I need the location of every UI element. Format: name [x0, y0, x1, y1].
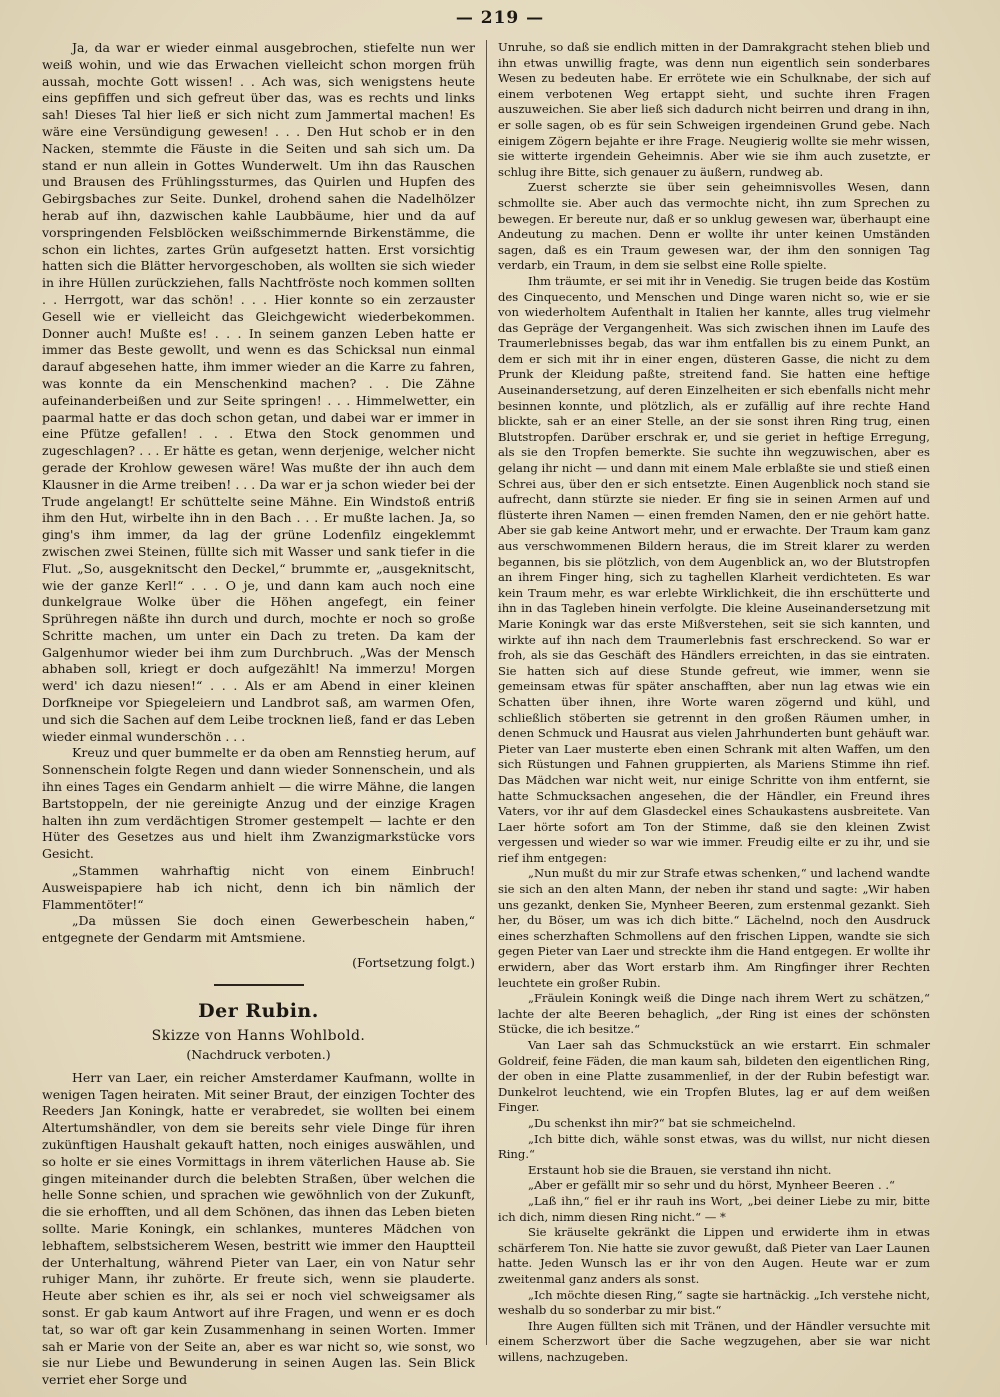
right-column: [498, 40, 930, 1365]
story-paragraph-5: „Nun mußt du mir zur Strafe etwas schenken,“ und lachend wandte sie sich an den alten Mann, der neben ihr stand und sagte: „Wir haben uns gezankt, denken Sie, Mynheer Beeren, zum erstenmal gezankt. Sieh her, du Böser, um was ich dich bitte.“ Lächelnd, noch den Ausdruck eines scherzhaften Schmollens auf den frischen Lippen, wandte sie sich gegen Pieter van Laer und streckte ihm die Hand entgegen. Er wollte ihr erwidern, aber das Wort erstarb ihm. Am Ringfinger ihrer Rechten leuchtete ein großer Rubin.: [498, 866, 930, 990]
story-paragraph-12: „Laß ihn,“ fiel er ihr rauh ins Wort, „bei deiner Liebe zu mir, bitte ich dich, nimm diesen Ring nicht.“ — *: [498, 1193, 930, 1224]
story-paragraph-7: Van Laer sah das Schmuckstück an wie erstarrt. Ein schmaler Goldreif, feine Fäden, die man kaum sah, bildeten den eigentlichen Ring, der oben in eine Platte zusammenlief, in der der Rubin befestigt war. Dunkelrot leuchtend, wie ein Tropfen Blutes, lag er auf dem weißen Finger.: [498, 1038, 930, 1115]
section-divider: [214, 984, 304, 986]
story-paragraph-4: Ihm träumte, er sei mit ihr in Venedig. Sie trugen beide das Kostüm des Cinquecento, und Menschen und Dinge waren nicht so, wie er sie von wiederholtem Aufenthalt in Italien her kannte, alles trug vielmehr das Gepräge der Vergangenheit. Was sich zwischen ihnen im Laufe des Traumerlebnisses begab, das war ihm entfallen bis zu einem Punkt, an dem er sich mit ihr in einer engen, düsteren Gasse, die nicht zu dem Prunk der Kleidung paßte, streitend fand. Sie hatten eine heftige Auseinandersetzung, auf deren Einzelheiten er sich ebenfalls nicht mehr besinnen konnte, und plötzlich, als er zufällig auf ihre rechte Hand blickte, sah er an einer Stelle, an der sie sonst ihren Ring trug, einen Blutstropfen. Darüber erschrak er, und sie geriet in heftige Erregung, als sie den Tropfen bemerkte. Sie suchte ihn wegzuwischen, aber es gelang ihr nicht — und dann mit einem Male erblaßte sie und stieß einen Schrei aus, über den er sich entsetzte. Einen Augenblick noch stand sie aufrecht, dann stürzte sie nieder. Er fing sie in seinen Armen auf und flüsterte ihren Namen — einen fremden Namen, den er nie gehört hatte. Aber sie gab keine Antwort mehr, und er erwachte. Der Traum kam ganz aus verschwommenen Bildern heraus, die im Streit klarer zu werden begannen, bis sie plötzlich, von dem Augenblick an, wo der Blutstropfen an ihrem Finger hing, sich zu taghellen Klarheit verdichteten. Es war kein Traum mehr, es war erlebte Wirklichkeit, die ihn erschütterte und ihn in das Tagleben hinein verfolgte. Die kleine Auseinandersetzung mit Marie Koningk war das erste Mißverstehen, seit sie sich kannten, und wirkte auf ihn nach dem Traumerlebnis fast erschreckend. So war er froh, als sie das Geschäft des Händlers erreichten, in das sie eintraten. Sie hatten sich auf diese Stunde gefreut, wie immer, wenn sie gemeinsam etwas für später anschafften, aber nun lag etwas wie ein Schatten über ihnen, ihre Worte waren zögernd und kühl, und schließlich stöberten sie getrennt in den großen Räumen umher, in denen Schmuck und Hausrat aus vielen Jahrhunderten bunt gehäuft war. Pieter van Laer musterte eben einen Schrank mit alten Waffen, um den sich Rüstungen und Fahnen gruppierten, als Mariens Stimme ihn rief. Das Mädchen war nicht weit, nur einige Schritte von ihm entfernt, sie hatte Schmucksachen angesehen, die der Händler, ein Freund ihres Vaters, vor ihr auf dem Glasdeckel eines Schaukastens ausbreitete. Van Laer hörte sofort am Ton der Stimme, daß sie den kleinen Zwist vergessen und wieder so war wie immer. Freudig eilte er zu ihr, und sie rief ihm entgegen:: [498, 273, 930, 865]
serial-paragraph-4: „Da müssen Sie doch einen Gewerbeschein haben,“ entgegnete der Gendarm mit Amtsmiene.: [42, 913, 475, 946]
story-paragraph-14: „Ich möchte diesen Ring,“ sagte sie hartnäckig. „Ich verstehe nicht, weshalb du so sonderbar zu mir bist.“: [498, 1287, 930, 1318]
serial-paragraph-2: Kreuz und quer bummelte er da oben am Rennstieg herum, auf Sonnenschein folgte Regen und dann wieder Sonnenschein, und als ihn eines Tages ein Gendarm anhielt — die wirre Mähne, die langen Bartstoppeln, der nie gereinigte Anzug und der einzige Kragen halten ihn zum verdächtigen Stromer gestempelt — lachte er den Hüter des Gesetzes aus und hielt ihm Zwanzigmarkstücke vors Gesicht.: [42, 745, 475, 862]
story-paragraph-11: „Aber er gefällt mir so sehr und du hörst, Mynheer Beeren . .“: [528, 1178, 895, 1193]
page-number: — 219 —: [455, 8, 545, 28]
story-paragraph-10: Erstaunt hob sie die Brauen, sie verstand ihn nicht.: [528, 1162, 832, 1177]
serial-paragraph-1: Ja, da war er wieder einmal ausgebrochen, stiefelte nun wer weiß wohin, und wie das Erwachen vielleicht schon morgen früh aussah, mochte Gott wissen! . . Ach was, sich wenigstens heute eins gepfiffen und sich gefreut über das, was es rechts und links sah! Dieses Tal hier ließ er sich nicht zum Jammertal machen! Es wäre eine Versündigung gewesen! . . . Den Hut schob er in den Nacken, stemmte die Fäuste in die Seiten und sah sich um. Da stand er nun allein in Gottes Wunderwelt. Um ihn das Rauschen und Brausen des Frühlingssturmes, das Quirlen und Hupfen des Gebirgsbaches zur Seite. Dunkel, drohend sahen die Nadelhölzer herab auf ihn, dazwischen kahle Laubbäume, hier und da auf vorspringenden Felsblöcken weißschimmernde Birkenstämme, die schon ein lichtes, zartes Grün aufgesetzt hatten. Erst vorsichtig hatten sich die Blätter hervorgeschoben, als wollten sie sich wieder in ihre Hüllen zurückziehen, falls Nachtfröste noch kommen sollten . . Herrgott, war das schön! . . . Hier konnte so ein zerzauster Gesell wie er vielleicht das Gleichgewicht wiederbekommen. Donner auch! Mußte es! . . . In seinem ganzen Leben hatte er immer das Beste gewollt, und wenn es das Schicksal nun einmal darauf abgesehen hatte, ihm immer wieder an die Karre zu fahren, was konnte da ein Menschenkind machen? . . Die Zähne aufeinanderbeißen und zur Seite springen! . . . Himmelwetter, ein paarmal hatte er das doch schon getan, und dabei war er immer in eine Pfütze gefallen! . . . Etwa den Stock genommen und zugeschlagen? . . . Er hätte es getan, wenn derjenige, welcher nicht gerade der Krohlow gewesen wäre! Was mußte der ihn auch dem Klausner in die Arme treiben! . . . Da war er ja schon wieder bei der Trude angelangt! Er schüttelte seine Mähne. Ein Windstoß entriß ihm den Hut, wirbelte ihn in den Bach . . . Er mußte lachen. Ja, so ging's ihm immer, da lag der grüne Lodenfilz eingeklemmt zwischen zwei Steinen, füllte sich mit Wasser und sank tiefer in die Flut. „So, ausgeknitscht den Deckel,“ brummte er, „ausgeknitscht, wie der ganze Kerl!“ . . . O je, und dann kam auch noch eine dunkelgraue Wolke über die Höhen angefegt, ein feiner Sprühregen näßte ihn durch und durch, mochte er noch so große Schritte machen, um unter ein Dach zu treten. Da kam der Galgenhumor wieder bei ihm zum Durchbruch. „Was der Mensch abhaben soll, kriegt er doch aufgezählt! Na immerzu! Morgen werd' ich dazu niesen!“ . . . Als er am Abend in einer kleinen Dorfkneipe vor Spiegeleiern und Landbrot saß, am warmen Ofen, und sich die Sachen auf dem Leibe trocknen ließ, fand er das Leben wieder einmal wunderschön . . .: [42, 40, 475, 744]
reprint-note: (Nachdruck verboten.): [186, 1046, 331, 1062]
story-title: Der Rubin.: [198, 999, 319, 1022]
continuation-note: (Fortsetzung folgt.): [352, 955, 475, 971]
left-column: [42, 40, 475, 1389]
column-rule: [486, 40, 487, 1345]
serial-paragraph-3: „Stammen wahrhaftig nicht von einem Einbruch! Ausweispapiere hab ich nicht, denn ich bin nämlich der Flammentöter!“: [42, 863, 475, 912]
story-paragraph-9: „Ich bitte dich, wähle sonst etwas, was du willst, nur nicht diesen Ring.“: [498, 1131, 930, 1162]
story-paragraph-8: „Du schenkst ihn mir?“ bat sie schmeichelnd.: [528, 1115, 796, 1130]
story-subtitle: Skizze von Hanns Wohlbold.: [151, 1027, 366, 1044]
story-paragraph-1: Herr van Laer, ein reicher Amsterdamer Kaufmann, wollte in wenigen Tagen heiraten. Mit seiner Braut, der einzigen Tochter des Reeders Jan Koningk, hatte er verabredet, sie wollten bei einem Altertumshändler, von dem sie bereits sehr viele Dinge für ihren zukünftigen Haushalt gekauft hatten, noch einiges auswählen, und so holte er sie eines Vormittags in ihrem väterlichen Hause ab. Sie gingen miteinander durch die belebten Straßen, über welchen die helle Sonne schien, und sprachen wie gewöhnlich von der Zukunft, die sie erhofften, und all dem Schönen, das ihnen das Leben bieten sollte. Marie Koningk, ein schlankes, munteres Mädchen von lebhaftem, selbstsicherem Wesen, bestritt wie immer den Hauptteil der Unterhaltung, während Pieter van Laer, ein von Natur sehr ruhiger Mann, ihr zuhörte. Er freute sich, wenn sie plauderte. Heute aber schien es ihr, als sei er noch viel schweigsamer als sonst. Er gab kaum Antwort auf ihre Fragen, und wenn er es doch tat, so war oft gar kein Zusammenhang in seinen Worten. Immer sah er Marie von der Seite an, aber es war nicht so, wie sonst, wo sie nur Liebe und Bewunderung in seinen Augen las. Sein Blick verriet eher Sorge und: [42, 1069, 475, 1388]
story-paragraph-3: Zuerst scherzte sie über sein geheimnisvolles Wesen, dann schmollte sie. Aber auch das vermochte nicht, ihn zum Sprechen zu bewegen. Er bereute nur, daß er so unklug gewesen war, überhaupt eine Andeutung zu machen. Denn er wollte ihr unter keinen Umständen sagen, daß es ein Traum gewesen war, der ihm den sonnigen Tag verdarb, ein Traum, in dem sie selbst eine Rolle spielte.: [498, 180, 930, 273]
story-paragraph-15: Ihre Augen füllten sich mit Tränen, und der Händler versuchte mit einem Scherzwort über die Sache wegzugehen, aber sie war nicht willens, nachzugeben.: [498, 1318, 930, 1364]
story-paragraph-6: „Fräulein Koningk weiß die Dinge nach ihrem Wert zu schätzen,“ lachte der alte Beeren behaglich, „der Ring ist eines der schönsten Stücke, die ich besitze.“: [498, 991, 930, 1037]
story-paragraph-13: Sie kräuselte gekränkt die Lippen und erwiderte ihm in etwas schärferem Ton. Nie hatte sie zuvor gewußt, daß Pieter van Laer Launen hatte. Jeden Wunsch las er ihr von den Augen. Heute war er zum zweitenmal ganz anders als sonst.: [498, 1225, 930, 1286]
story-paragraph-2: Unruhe, so daß sie endlich mitten in der Damrakgracht stehen blieb und ihn etwas unwillig fragte, was denn nun eigentlich sein sonderbares Wesen zu bedeuten habe. Er errötete wie ein Schulknabe, der sich auf einem verbotenen Weg ertappt sieht, und suchte ihren Fragen auszuweichen. Sie aber ließ sich dadurch nicht beirren und drang in ihn, er solle sagen, ob es für sein Schweigen irgendeinen Grund gebe. Nach einigem Zögern bejahte er ihre Frage. Neugierig wollte sie mehr wissen, sie witterte irgendein Geheimnis. Aber wie sie ihm auch zusetzte, er schlug ihre Bitte, sich genauer zu äußern, rundweg ab.: [498, 40, 930, 179]
